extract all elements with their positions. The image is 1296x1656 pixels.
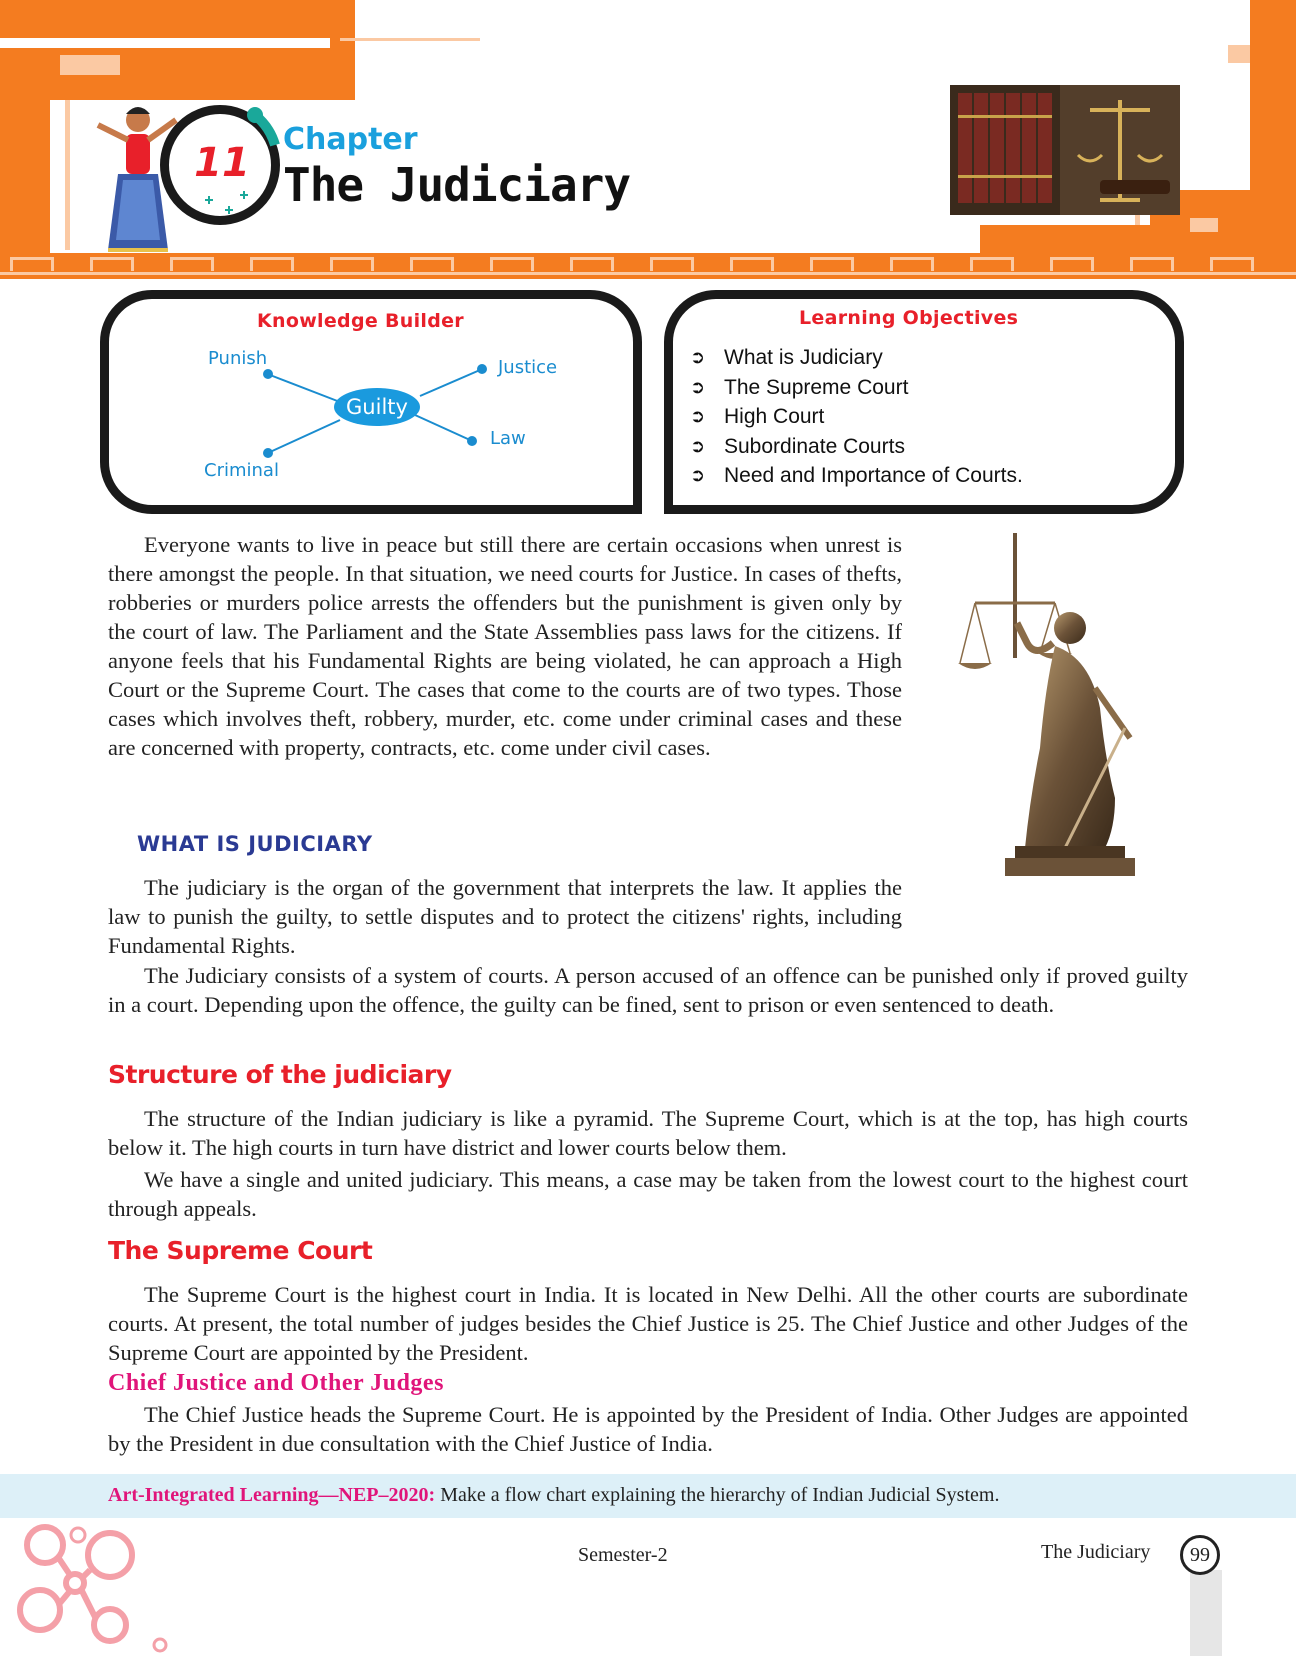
page-tab-decoration <box>1190 1570 1222 1656</box>
objective-item: ➲ Need and Importance of Courts. <box>690 461 1023 491</box>
supreme-court-heading: The Supreme Court <box>108 1236 373 1265</box>
footer-semester: Semester-2 <box>578 1544 668 1566</box>
page-number: 99 <box>1180 1535 1220 1575</box>
chief-justice-paragraph: The Chief Justice heads the Supreme Court. He is appointed by the President of India. Other Judges are appointed by the President in due consultation with the Chief Justice of India. <box>108 1402 1188 1456</box>
what-paragraph-1: The judiciary is the organ of the government that interprets the law. It applies the law to punish the guilty, to settle disputes and to protect the citizens' rights, including Fundamental Rights. <box>108 875 902 958</box>
arrow-bullet-icon: ➲ <box>690 376 706 397</box>
what-paragraph-2: The Judiciary consists of a system of courts. A person accused of an offence can be punished only if proved guilty in a court. Depending upon the offence, the guilty can be fined, sent to prison or even sentenced to death. <box>108 963 1188 1017</box>
what-is-judiciary-heading: WHAT IS JUDICIARY <box>137 832 373 856</box>
supreme-court-paragraph: The Supreme Court is the highest court in India. It is located in New Delhi. All the other courts are subordinate courts. At present, the total number of judges besides the Chief Justice is 25. The Chief Justice and other Judges of the Supreme Court are appointed by the President. <box>108 1282 1188 1365</box>
footer-running-title: The Judiciary <box>1041 1541 1151 1563</box>
structure-paragraph-1: The structure of the Indian judiciary is like a pyramid. The Supreme Court, which is at the top, has high courts below it. The high courts in turn have district and lower courts below them. <box>108 1106 1188 1160</box>
chapter-title: The Judiciary <box>283 158 631 212</box>
art-integrated-note: Art-Integrated Learning—NEP–2020: Make a flow chart explaining the hierarchy of Indian Judicial System. <box>108 1484 1000 1506</box>
objective-item: ➲ What is Judiciary <box>690 343 1023 373</box>
concept-word-justice: Justice <box>498 357 558 378</box>
objective-item: ➲ High Court <box>690 402 1023 432</box>
learning-objectives-list <box>690 343 1023 491</box>
arrow-bullet-icon: ➲ <box>690 435 706 456</box>
gavel-scales-photo <box>950 85 1180 215</box>
concept-word-criminal: Criminal <box>204 460 279 481</box>
art-integrated-label: Art-Integrated Learning—NEP–2020: <box>108 1484 436 1506</box>
lady-justice-statue <box>955 528 1155 888</box>
key-pattern-band <box>0 253 1296 279</box>
arrow-bullet-icon: ➲ <box>690 465 706 485</box>
molecule-decoration <box>0 1515 180 1656</box>
chief-justice-heading: Chief Justice and Other Judges <box>108 1370 444 1396</box>
structure-paragraph-2: We have a single and united judiciary. This means, a case may be taken from the lowest court to the highest court through appeals. <box>108 1167 1188 1221</box>
learning-objectives-title: Learning Objectives <box>799 307 1019 329</box>
arrow-bullet-icon: ➲ <box>690 347 706 367</box>
objective-item: ➲ The Supreme Court <box>690 373 1023 403</box>
chapter-number: 11 <box>194 140 250 186</box>
concept-word-punish: Punish <box>208 348 268 369</box>
concept-word-law: Law <box>490 428 526 449</box>
arrow-bullet-icon: ➲ <box>690 406 706 426</box>
structure-heading: Structure of the judiciary <box>108 1060 452 1089</box>
intro-paragraph: Everyone wants to live in peace but still there are certain occasions when unrest is there amongst the people. In that situation, we need courts for Justice. In cases of thefts, robberies or murders police arrests the offenders but the punishment is given only by the court of law. The Parliament and the State Assemblies pass laws for the citizens. If anyone feels that his Fundamental Rights are being violated, he can approach a High Court or the Supreme Court. The cases that come to the courts are of two types. Those cases which involves theft, robbery, murder, etc. come under criminal cases and these are concerned with property, contracts, etc. come under civil cases. <box>108 532 902 760</box>
concept-center-guilty: Guilty <box>334 388 420 426</box>
chapter-label: Chapter <box>283 122 418 157</box>
knowledge-builder-title: Knowledge Builder <box>257 310 464 332</box>
objective-item: ➲ Subordinate Courts <box>690 432 1023 462</box>
